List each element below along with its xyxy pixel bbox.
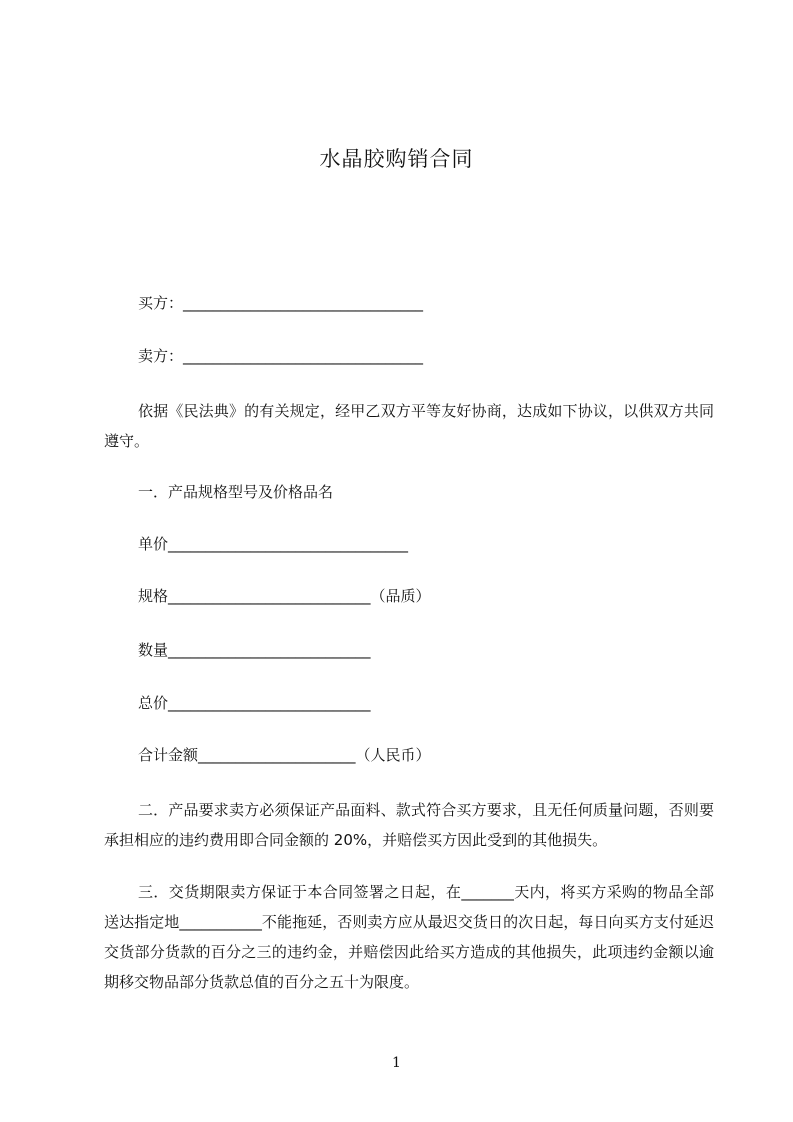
section1-heading: 一．产品规格型号及价格品名: [138, 483, 334, 501]
page-number: 1: [392, 1055, 401, 1071]
unit-price-line: 单价________________________________: [138, 535, 409, 553]
intro-paragraph: 依据《民法典》的有关规定，经甲乙双方平等友好协商，达成如下协议，以供双方共同遵守。: [104, 402, 714, 450]
total-price-line: 总价___________________________: [138, 694, 371, 712]
buyer-line: 买方：________________________________: [138, 294, 424, 312]
section3-paragraph: 三．交货期限卖方保证于本合同签署之日起，在_______天内，将买方采购的物品全部送达指定地___________不能拖延，否则卖方应从最迟交货日的次日起，每日向买方支付延迟交货部分货款的百分之三的违约金，并赔偿因此给买方造成的其他损失，此项违约金额以逾期移交物品部分货款总值的百分之五十为限度。: [104, 883, 714, 991]
document-title: 水晶胶购销合同: [319, 147, 474, 171]
section2-paragraph: 二．产品要求卖方必须保证产品面料、款式符合买方要求，且无任何质量问题，否则要承担相应的违约费用即合同金额的 20%，并赔偿买方因此受到的其他损失。: [104, 801, 714, 849]
total-amount-line: 合计金额_____________________（人民币）: [138, 746, 431, 764]
quantity-line: 数量___________________________: [138, 641, 371, 659]
seller-line: 卖方：________________________________: [138, 347, 424, 365]
spec-line: 规格___________________________（品质）: [138, 587, 431, 605]
